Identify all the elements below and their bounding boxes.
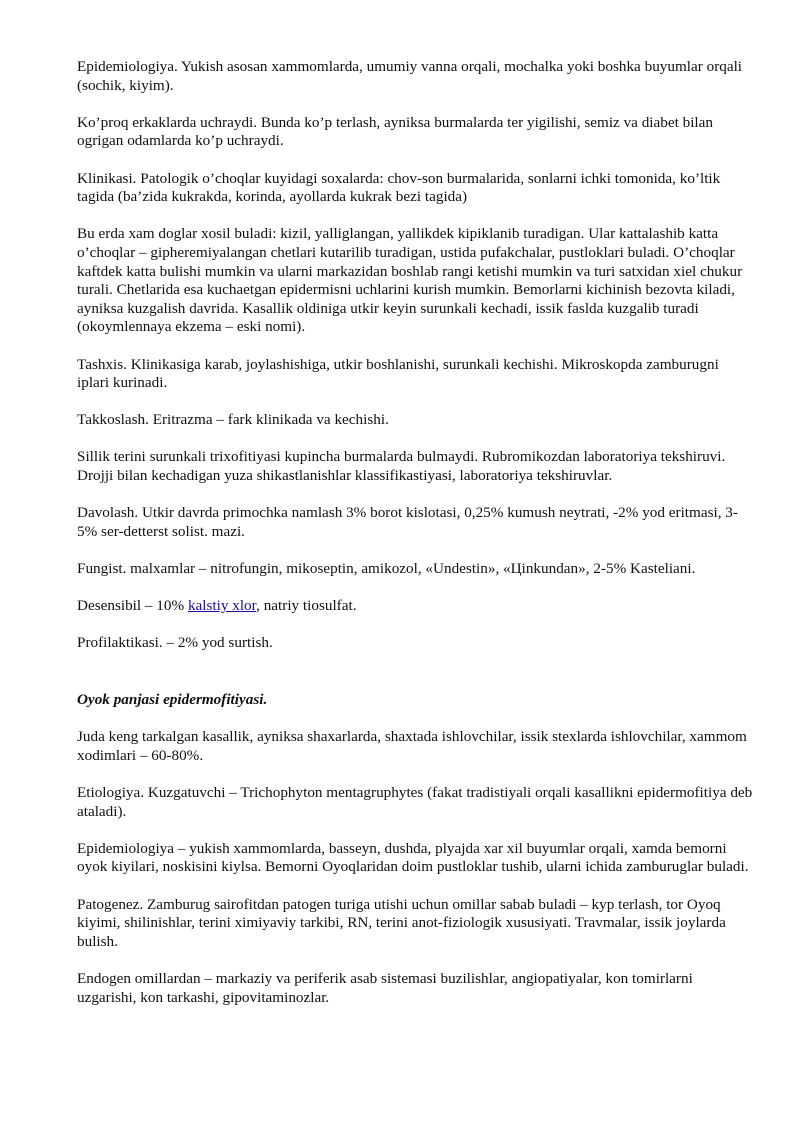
desensitizing-text-after: , natriy tiosulfat. (256, 597, 357, 615)
paragraph-differential: Takkoslash. Eritrazma – fark klinikada va kechishi. (77, 411, 389, 429)
paragraph-treatment: Davolash. Utkir davrda primochka namlash 3% borot kislotasi, 0,25% kumush neytrati, -2% yod eritmasi, 3-5% ser-detterst solist. mazi. (77, 504, 738, 540)
calcium-chloride-link[interactable]: kalstiy xlor (187, 597, 257, 615)
paragraph-desensitizing (77, 597, 754, 616)
paragraph-endogenous: Endogen omillardan – markaziy va periferik asab sistemasi buzilishlar, angiopatiyalar, kon tomirlarni uzgarishi, kon tarkashi, gipovitaminozlar. (77, 969, 693, 1006)
paragraph-clinical: Klinikasi. Patologik o’choqlar kuyidagi soxalarda: chov-son burmalarida, sonlarni ichki tomonida, ko’ltik tagida (ba’zida kukrakda, korinda, ayollarda kukrak bezi tagida) (77, 169, 721, 206)
paragraph-pathogenesis: Patogenez. Zamburug sairofitdan patogen turiga utishi uchun omillar sabab buladi – kyp terlash, tor Oyoq kiyimi, shilinishlar, terini ximiyaviy tarkibi, RN, terini anot-fiziologik xususiyati. Travmalar, issik joylarda bulish. (77, 895, 726, 950)
section-heading: Oyok panjasi epidermofitiyasi. (77, 691, 268, 708)
paragraph-spread: Juda keng tarkalgan kasallik, ayniksa shaxarlarda, shaxtada ishlovchilar, issik stexlarda ishlovchilar, xammom xodimlari – 60-80%. (77, 728, 747, 764)
paragraph-prophylaxis: Profilaktikasi. – 2% yod surtish. (77, 634, 273, 652)
paragraph-trichophytosis: Sillik terini surunkali trixofitiyasi kupincha burmalarda bulmaydi. Rubromikozdan laboratoriya tekshiruvi. Drojji bilan kechadigan yuza shikastlanishlar klassifikastiyasi, laboratoriya tekshiruvlar. (77, 448, 726, 485)
paragraph-epidemiology: Epidemiologiya. Yukish asosan xammomlarda, umumiy vanna orqali, mochalka yoki boshka buyumlar orqali (sochik, kiyim). (77, 58, 743, 94)
paragraph-fungicides: Fungist. malxamlar – nitrofungin, mikoseptin, amikozol, «Undestin», «Цinkundan», 2-5% Kasteliani. (77, 560, 696, 578)
paragraph-lesions: Bu erda xam doglar xosil buladi: kizil, yalliglangan, yallikdek kipiklanib turadigan. Ular kattalashib katta o’choqlar – gipheremiyalangan chetlari kutarilib turadigan, ustida pufakchalar, pustloklari buladi. O’choqlar kaftdek katta bulishi mumkin va ularni markazidan boshlab rangi ketishi mumkin va turi satxidan xiel chukur turali. Chetlarida esa kuchaetgan epidermisni uchlarini kurish mumkin. Bemorlarni kichinish bezovta kiladi, ayniksa kuzgalish davrida. Kasallik oldiniga utkir keyin surunkali kechadi, issik fasldа kuzgalib turadi (okoymlennaya ekzema – eski nomi). (77, 225, 743, 336)
paragraph-diagnosis: Tashxis. Klinikasiga karab, joylashishiga, utkir boshlanishi, surunkali kechishi. Mikroskopda zamburugni iplari kurinadi. (77, 355, 719, 392)
paragraph-etiology: Etiologiya. Kuzgatuvchi – Trichophyton mentagruphytes (fakat tradistiyali orqali kasallikni epidermofitiya deb ataladi). (77, 783, 753, 820)
paragraph-prevalence: Ko’proq erkaklarda uchraydi. Bunda ko’p terlash, ayniksa burmalarda ter yigilishi, semiz va diabet bilan ogrigan odamlarda ko’p uchraydi. (77, 113, 713, 150)
paragraph-epidemiology-foot: Epidemiologiya – yukish xammomlarda, basseyn, dushda, plyajda xar xil buyumlar orqali, xamda bemorni oyok kiyilari, noskisini kiylsa. Bemorni Oyoqlaridan doim pustloklar tushib, ularni ichida zamburuglar buladi. (77, 839, 749, 876)
desensitizing-text-before: Desensibil – 10% (77, 597, 188, 615)
